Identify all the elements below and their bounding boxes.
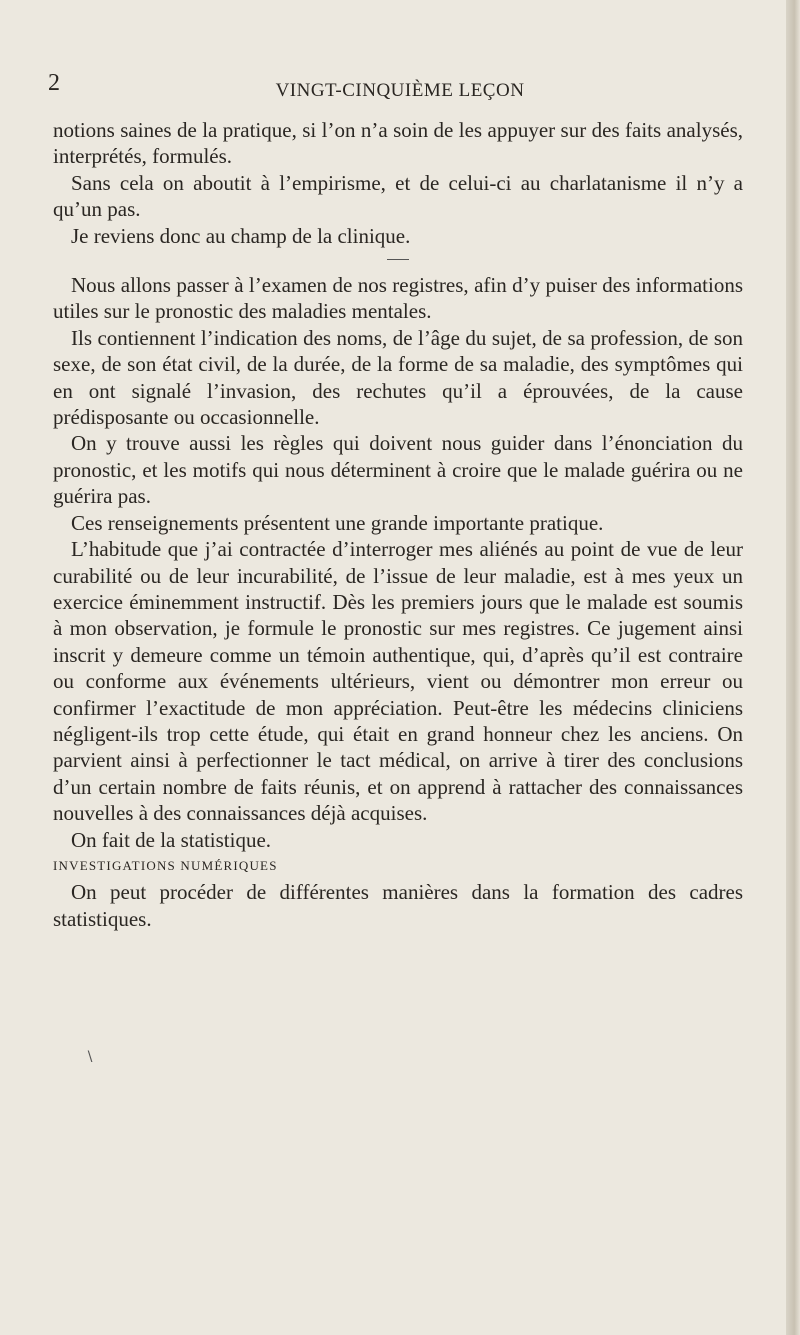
paragraph-continuation: notions saines de la pratique, si l’on n’a soin de les appuyer sur des faits analysés, interprétés, formulés. [53,118,743,169]
page-number: 2 [48,70,60,96]
paragraph: L’habitude que j’ai contractée d’interroger mes aliénés au point de vue de leur curabilité ou de leur incurabilité, de l’issue de leur maladie, est à mes yeux un exercice éminemment instructif. Dès les premiers jours que le malade est soumis à mon observation, je formule le pronostic sur mes registres. Ce jugement ainsi inscrit y demeure comme un témoin authentique, qui, d’après qu’il est contraire ou conforme aux événements ultérieurs, vient ou démontrer mon erreur ou confirmer l’exactitude de mon appréciation. Peut-être les médecins cliniciens négligent-ils trop cette étude, qui était en grand honneur chez les anciens. On parvient ainsi à perfectionner le tact médical, on arrive à tirer des conclusions d’un certain nombre de faits réunis, et on apprend à rattacher des connaissances nouvelles à des connaissances déjà acquises. [53,537,743,826]
paragraph: Ces renseignements présentent une grande importante pratique. [71,510,604,535]
section-heading: INVESTIGATIONS NUMÉRIQUES [53,857,278,873]
page-body [53,117,743,932]
paragraph: Ils contiennent l’indication des noms, de l’âge du sujet, de sa profession, de son sexe, de son état civil, de la durée, de la forme de sa maladie, des symptômes qui en ont signalé l’invasion, des rechutes qu’il a éprouvées, de la cause prédisposante ou occasionnelle. [53,325,743,430]
closing-paragraph: On peut procéder de différentes manières dans la formation des cadres statistiques. [53,880,743,931]
page-edge-shadow [786,0,800,1335]
paragraph: Nous allons passer à l’examen de nos registres, afin d’y puiser des informations utiles sur le pronostic des maladies mentales. [53,273,743,324]
paragraph: On fait de la statistique. [71,827,272,852]
paragraph: On y trouve aussi les règles qui doivent nous guider dans l’énonciation du pronostic, et les motifs qui nous déterminent à croire que le malade guérira ou ne guérira pas. [53,431,743,509]
paragraph: Sans cela on aboutit à l’empirisme, et de celui-ci au charlatanisme il n’y a qu’un pas. [53,170,743,222]
paragraph: Je reviens donc au champ de la clinique. [71,223,411,248]
running-head: VINGT-CINQUIÈME LEÇON [275,80,525,101]
margin-mark-icon: ∖ [85,1050,94,1065]
separator-rule [387,259,409,260]
